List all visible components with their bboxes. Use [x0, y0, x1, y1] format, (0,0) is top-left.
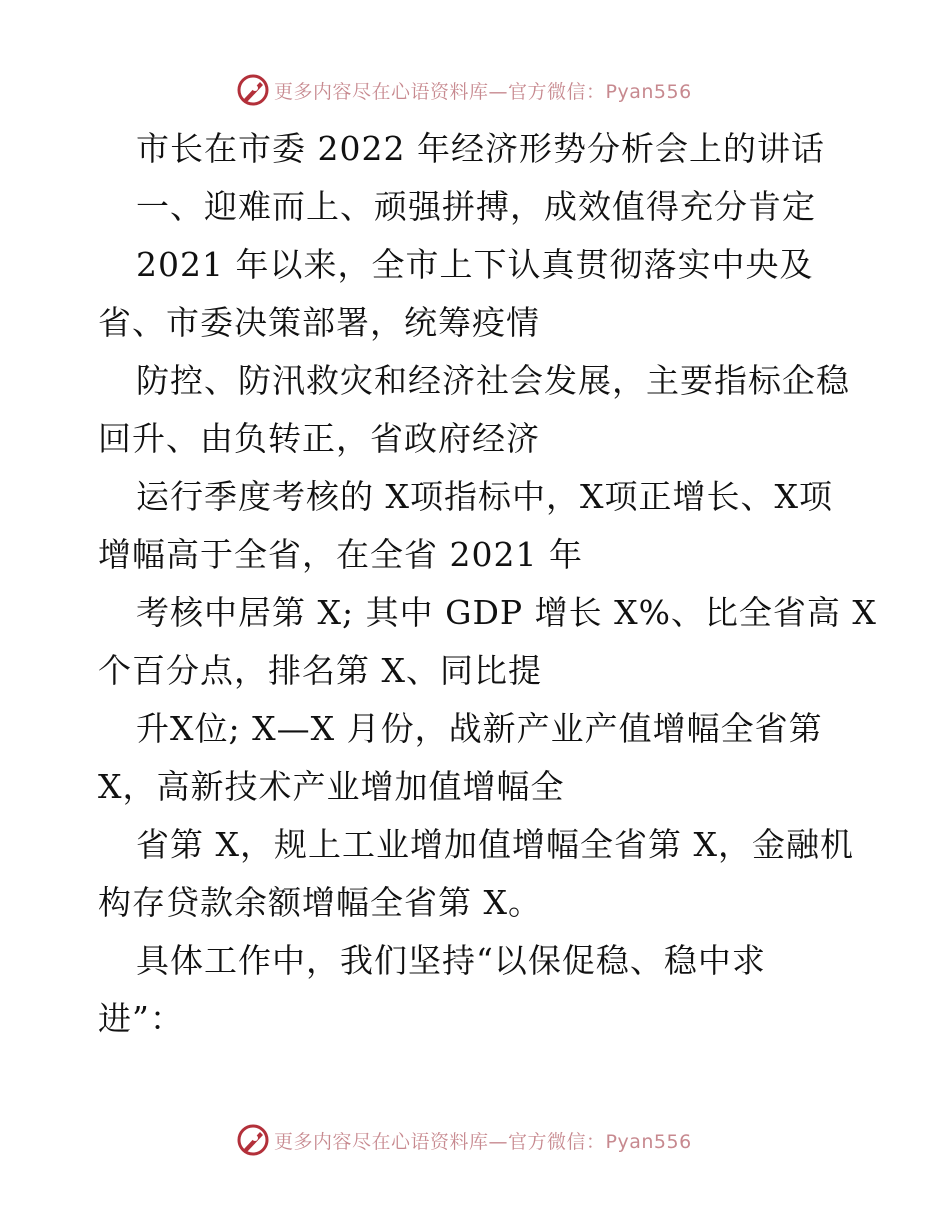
footer-watermark: [236, 1122, 692, 1158]
text-line: 增幅高于全省，在全省 2021 年: [98, 535, 583, 574]
text-line: X，高新技术产业增加值增幅全: [98, 767, 565, 806]
text-line: 考核中居第 X; 其中 GDP 增长 X%、比全省高 X: [136, 593, 877, 632]
text-line: 市长在市委 2022 年经济形势分析会上的讲话: [136, 129, 825, 168]
speech-body: [98, 120, 878, 1048]
watermark-text: 更多内容尽在心语资料库—官方微信：Pyan556: [274, 80, 692, 103]
logo-pen-icon: [236, 73, 270, 107]
text-line: 省、市委决策部署，统筹疫情: [98, 303, 540, 342]
logo-pen-icon: [236, 1123, 270, 1157]
text-line: 省第 X，规上工业增加值增幅全省第 X，金融机: [136, 825, 854, 864]
text-line: 构存贷款余额增幅全省第 X。: [98, 883, 542, 922]
text-line: 进”：: [98, 999, 184, 1038]
text-line: 防控、防汛救灾和经济社会发展，主要指标企稳: [136, 361, 850, 400]
text-line: 回升、由负转正，省政府经济: [98, 419, 540, 458]
text-line: 升X位; X—X 月份，战新产业产值增幅全省第: [136, 709, 823, 748]
text-line: 具体工作中，我们坚持“以保促稳、稳中求: [136, 941, 766, 980]
text-line: 一、迎难而上、顽强拼搏，成效值得充分肯定: [136, 187, 816, 226]
text-line: 个百分点，排名第 X、同比提: [98, 651, 542, 690]
watermark-text: 更多内容尽在心语资料库—官方微信：Pyan556: [274, 1130, 692, 1153]
text-line: 2021 年以来，全市上下认真贯彻落实中央及: [136, 245, 814, 284]
header-watermark: [236, 72, 692, 108]
text-line: 运行季度考核的 X项指标中，X项正增长、X项: [136, 477, 833, 516]
